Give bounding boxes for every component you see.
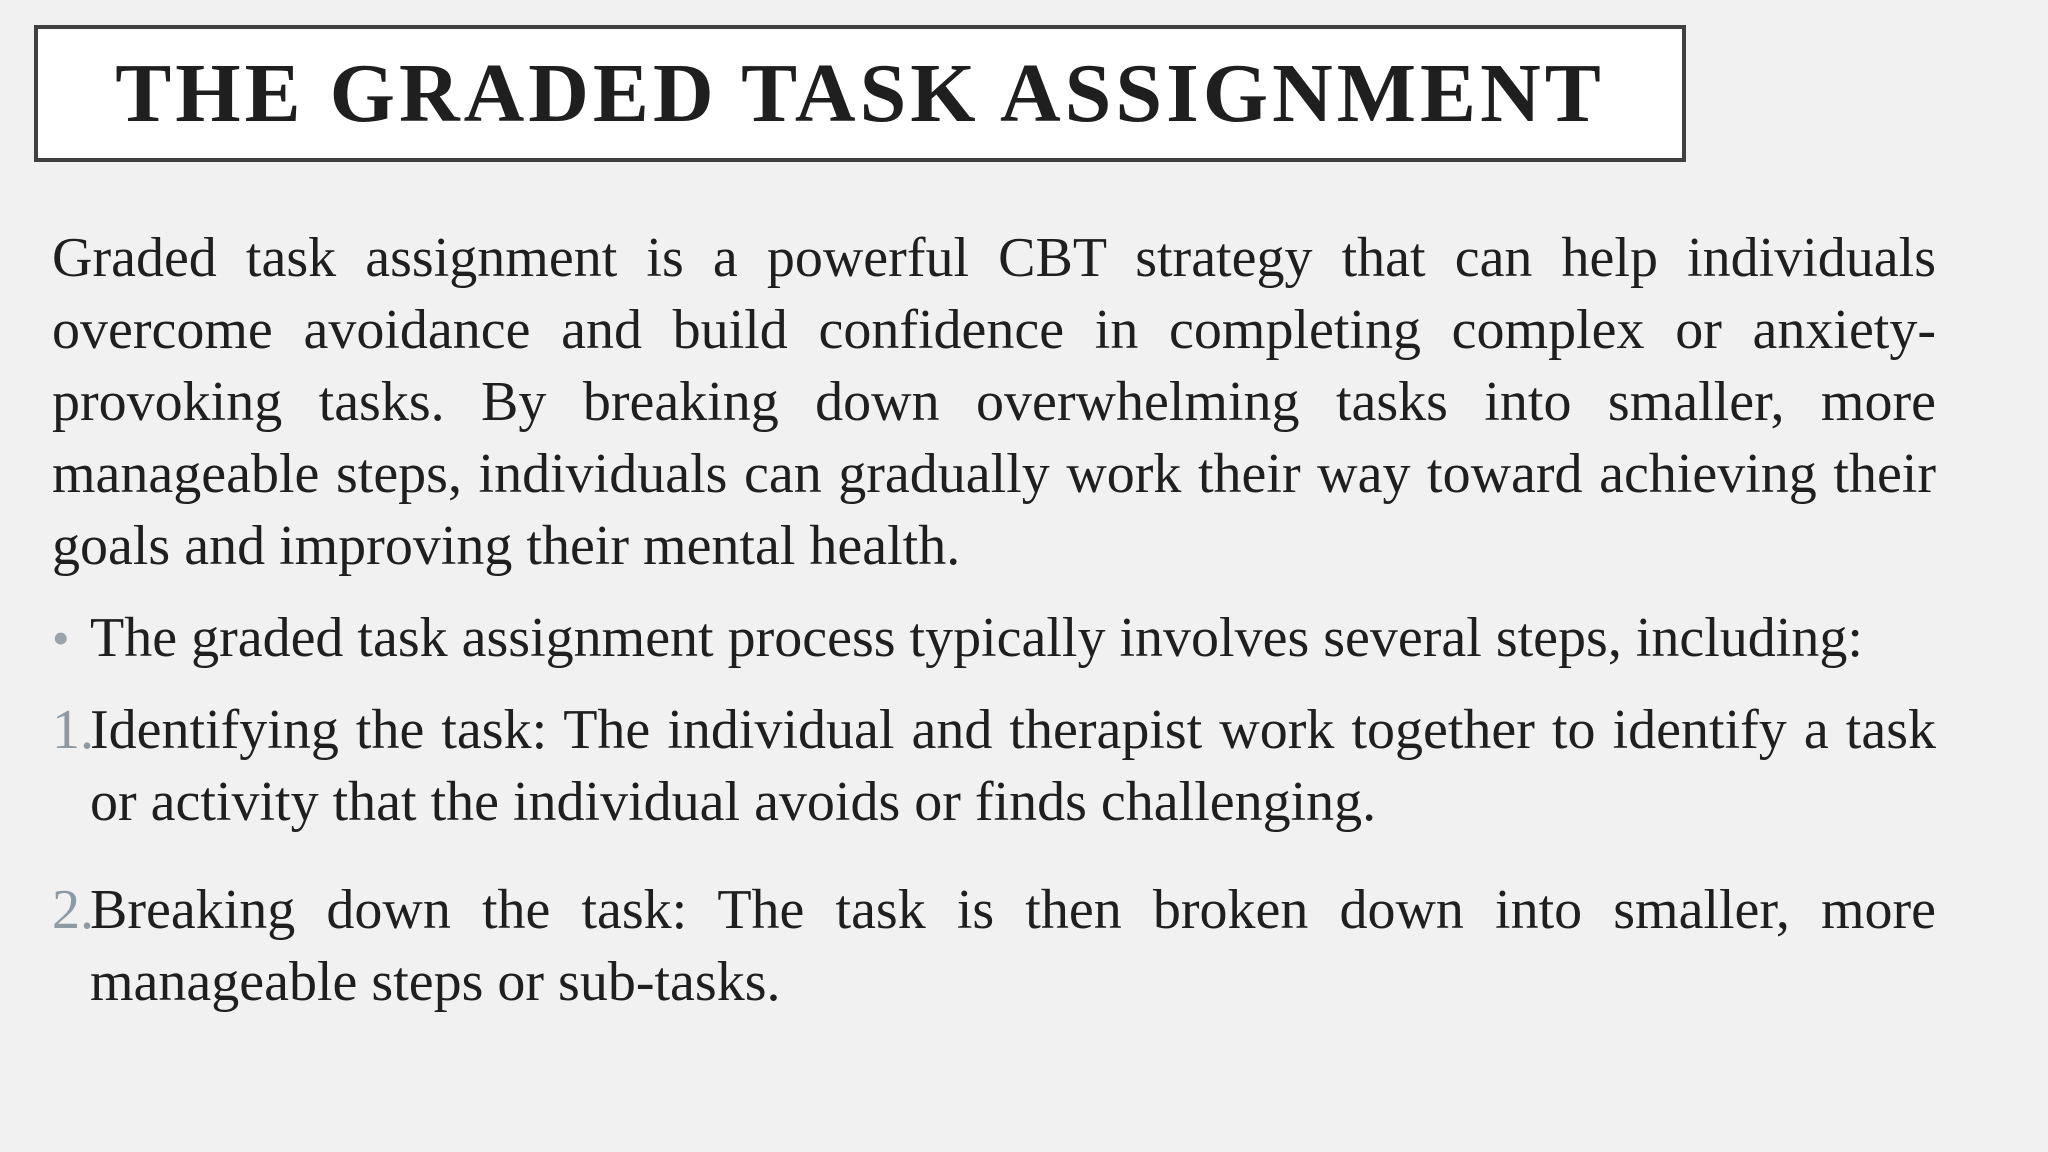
title-box: [34, 25, 1686, 162]
bullet-item: [52, 602, 1936, 674]
step-number-2: 2.: [52, 879, 94, 941]
step-item-2: [52, 874, 1936, 1018]
step-text-2: Breaking down the task: The task is then broken down into smaller, more manageable steps or sub-tasks.: [90, 879, 1936, 1013]
step-text-1: Identifying the task: The individual and therapist work together to identify a task or activity that the individual avoids or finds challenging.: [90, 699, 1936, 833]
bullet-text: The graded task assignment process typically involves several steps, including:: [90, 607, 1863, 669]
bullet-marker: •: [52, 610, 70, 666]
slide-body: [52, 222, 1936, 1018]
intro-paragraph: Graded task assignment is a powerful CBT strategy that can help individuals overcome avoidance and build confidence in completing complex or anxiety-provoking tasks. By breaking down overwhelming tasks into smaller, more manageable steps, individuals can gradually work their way toward achieving their goals and improving their mental health.: [52, 227, 1936, 577]
step-item-1: [52, 694, 1936, 838]
slide-title: THE GRADED TASK ASSIGNMENT: [115, 46, 1605, 140]
step-number-1: 1.: [52, 699, 94, 761]
